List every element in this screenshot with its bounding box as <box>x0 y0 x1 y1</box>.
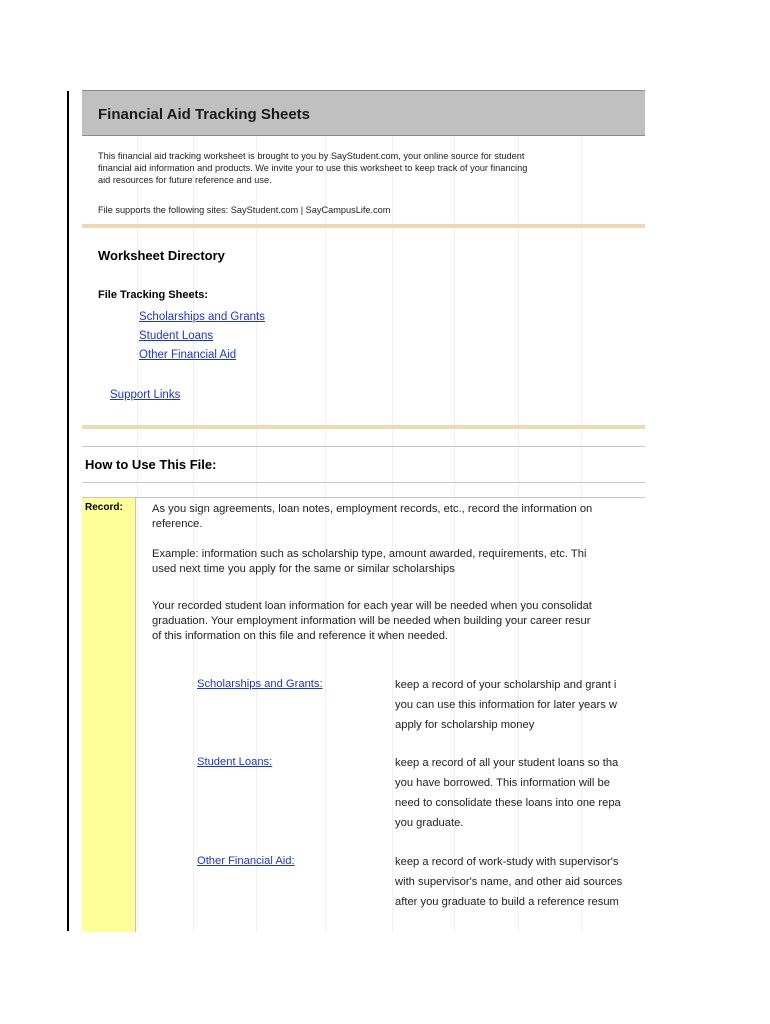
row-divider <box>82 497 645 498</box>
intro-line: financial aid information and products. We invite your to use this worksheet to keep track of your financing <box>98 163 528 173</box>
section-divider-band <box>82 425 645 429</box>
title-band <box>82 90 645 136</box>
description-line: need to consolidate these loans into one repa <box>395 797 621 809</box>
description-line: you have borrowed. This information will be <box>395 777 610 789</box>
item-link-scholarships-and-grants[interactable]: Scholarships and Grants: <box>197 678 323 690</box>
paragraph-line: Example: information such as scholarship type, amount awarded, requirements, etc. Thi <box>152 548 587 560</box>
item-link-other-financial-aid[interactable]: Other Financial Aid: <box>197 855 295 867</box>
description-line: keep a record of all your student loans so tha <box>395 757 619 769</box>
paragraph-line: of this information on this file and reference it when needed. <box>152 630 449 642</box>
link-student-loans[interactable]: Student Loans <box>139 330 214 342</box>
intro-line: This financial aid tracking worksheet is brought to you by SayStudent.com, your online source for student <box>98 151 525 161</box>
paragraph-line: graduation. Your employment information will be needed when building your career resur <box>152 615 591 627</box>
paragraph-line: Your recorded student loan information for each year will be needed when you consolidat <box>152 600 592 612</box>
description-line: after you graduate to build a reference resum <box>395 896 619 908</box>
paragraph-line: used next time you apply for the same or similar scholarships <box>152 563 455 575</box>
item-description-scholarships <box>395 675 645 735</box>
description-line: keep a record of work-study with supervisor's <box>395 856 619 868</box>
record-column <box>82 498 136 932</box>
description-line: keep a record of your scholarship and grant i <box>395 679 617 691</box>
description-line: you can use this information for later years w <box>395 699 617 711</box>
paragraph-line: As you sign agreements, loan notes, employment records, etc., record the information on <box>152 503 593 515</box>
record-label: Record: <box>85 502 123 513</box>
description-line: apply for scholarship money <box>395 719 535 731</box>
section-divider-band <box>82 224 645 228</box>
page-title: Financial Aid Tracking Sheets <box>98 106 311 123</box>
left-border-rule <box>67 91 69 931</box>
spreadsheet-area <box>82 90 645 932</box>
link-scholarships-and-grants[interactable]: Scholarships and Grants <box>139 311 265 323</box>
row-divider <box>82 446 645 447</box>
row-divider <box>82 482 645 483</box>
loan-info-paragraph <box>152 599 645 644</box>
instruction-paragraph <box>152 502 645 532</box>
item-description-student-loans <box>395 753 645 833</box>
paragraph-line: reference. <box>152 518 203 530</box>
file-tracking-sheets-label: File Tracking Sheets: <box>98 289 209 301</box>
intro-line: aid resources for future reference and use. <box>98 175 272 185</box>
description-line: with supervisor's name, and other aid sources <box>395 876 623 888</box>
how-to-use-title: How to Use This File: <box>85 457 217 472</box>
link-other-financial-aid[interactable]: Other Financial Aid <box>139 349 237 361</box>
supported-sites-line: File supports the following sites: SayStudent.com | SayCampusLife.com <box>98 205 391 215</box>
worksheet-directory-title: Worksheet Directory <box>98 248 225 263</box>
description-line: you graduate. <box>395 817 464 829</box>
item-description-other-aid <box>395 852 645 912</box>
link-support-links[interactable]: Support Links <box>110 389 181 401</box>
example-paragraph <box>152 547 645 577</box>
intro-paragraph <box>98 150 638 186</box>
item-link-student-loans[interactable]: Student Loans: <box>197 756 273 768</box>
